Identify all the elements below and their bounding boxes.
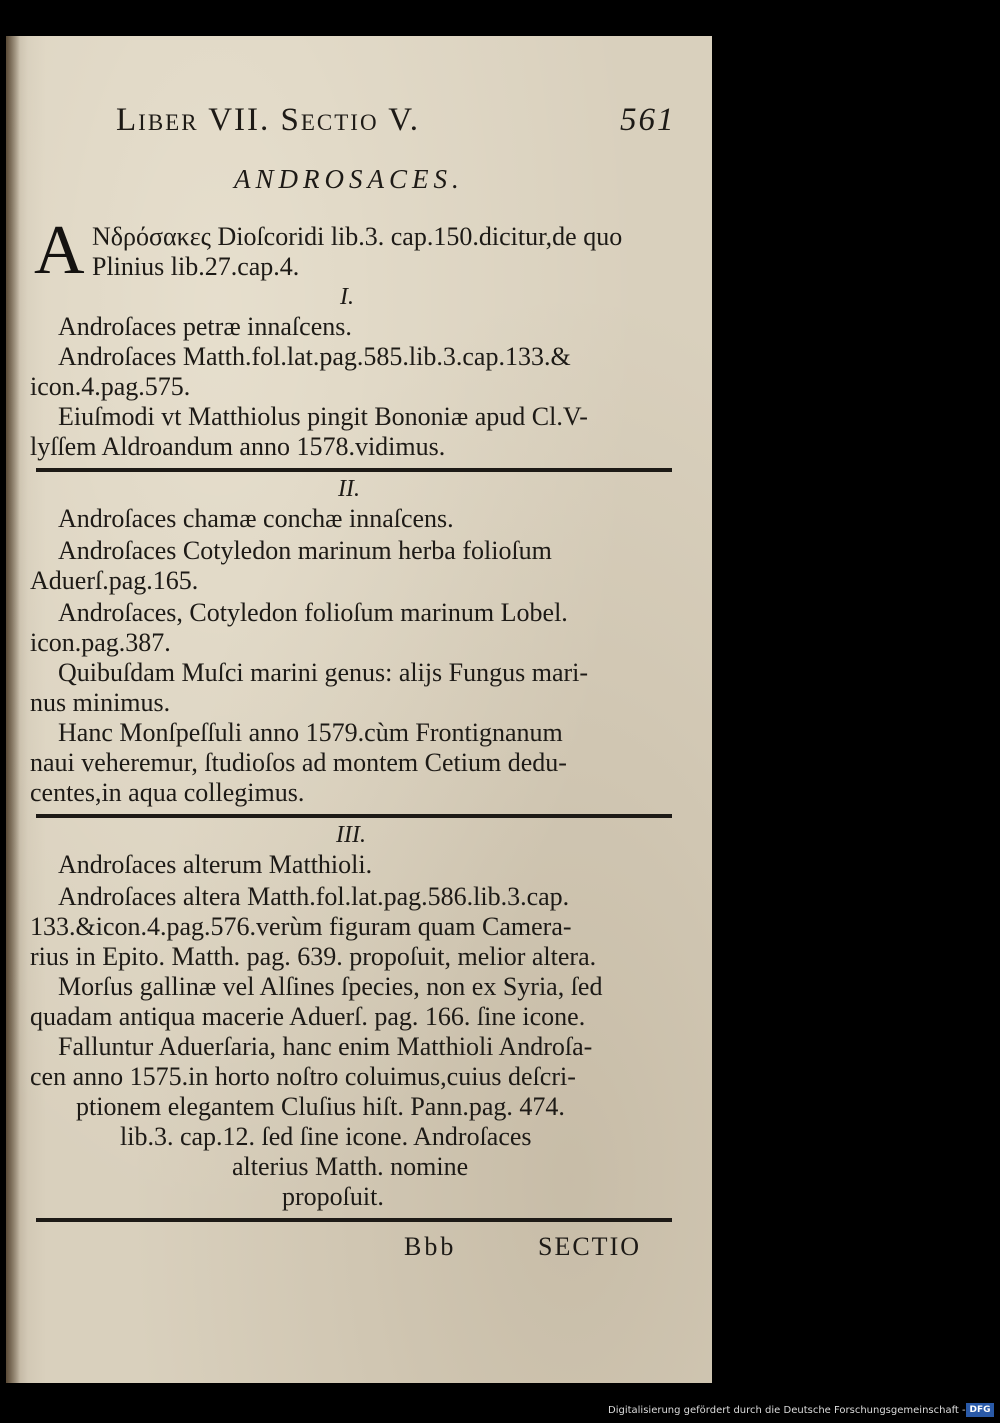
entry-line: propoſuit. [282,1182,384,1211]
entry-line: Androſaces petræ innaſcens. [58,312,352,341]
catchword: SECTIO [538,1232,641,1261]
entry-line: alterius Matth. nomine [232,1152,469,1181]
entry-line: Falluntur Aduerſaria, hanc enim Matthioli Androſa- [58,1032,593,1061]
entry-line: 133.&icon.4.pag.576.verùm figuram quam Camera- [30,912,572,941]
intro-line-2: Plinius lib.27.cap.4. [92,252,300,281]
entry-line: nus minimus. [30,688,171,717]
entry-line: lyſſem Aldroandum anno 1578.vidimus. [30,432,446,461]
entry-line: Morſus gallinæ vel Alſines ſpecies, non ex Syria, ſed [58,972,603,1001]
section-divider [36,1218,672,1222]
entry-line: naui veheremur, ſtudioſos ad montem Cetium dedu- [30,748,567,777]
section-title: ANDROSACES. [234,164,464,194]
entry-line: lib.3. cap.12. ſed ſine icone. Androſaces [120,1122,532,1151]
book-page [6,36,712,1383]
intro-line-1: Νδρόσακες Dioſcoridi lib.3. cap.150.dicitur,de quo [92,222,623,251]
entry-line: cen anno 1575.in horto noſtro coluimus,cuius deſcri- [30,1062,576,1091]
page-number: 561 [620,102,676,138]
drop-cap: A [34,212,85,289]
running-title: Liber VII. Sectio V. [116,102,421,138]
signature-mark: Bbb [404,1232,457,1261]
page-gutter-shadow [6,36,20,1383]
entry-line: Quibuſdam Muſci marini genus: alijs Fungus mari- [58,658,589,687]
digitization-credit: Digitalisierung gefördert durch die Deutsche Forschungsgemeinschaft - [608,1405,966,1416]
dfg-logo-icon[interactable]: DFG [966,1403,994,1417]
entry-line: centes,in aqua collegimus. [30,778,305,807]
entry-line: quadam antiqua macerie Aduerſ. pag. 166. ſine icone. [30,1002,586,1031]
entry-line: icon.pag.387. [30,628,171,657]
entry-line: Androſaces alterum Matthioli. [58,850,373,879]
entry-line: Androſaces chamæ conchæ innaſcens. [58,504,454,533]
entry-numeral: III. [336,822,366,848]
entry-numeral: I. [340,284,354,310]
entry-line: Aduerſ.pag.165. [30,566,199,595]
entry-numeral: II. [338,476,360,502]
entry-line: Eiuſmodi vt Matthiolus pingit Bononiæ apud Cl.V- [58,402,588,431]
entry-line: ptionem elegantem Cluſius hiſt. Pann.pag. 474. [76,1092,565,1121]
section-divider [36,814,672,818]
entry-line: Androſaces Matth.fol.lat.pag.585.lib.3.cap.133.& [58,342,571,371]
entry-line: Androſaces Cotyledon marinum herba folioſum [58,536,552,565]
entry-line: Androſaces altera Matth.fol.lat.pag.586.lib.3.cap. [58,882,570,911]
entry-line: rius in Epito. Matth. pag. 639. propoſuit, melior altera. [30,942,597,971]
entry-line: icon.4.pag.575. [30,372,191,401]
entry-line: Androſaces, Cotyledon folioſum marinum Lobel. [58,598,568,627]
section-divider [36,468,672,472]
entry-line: Hanc Monſpeſſuli anno 1579.cùm Frontignanum [58,718,563,747]
